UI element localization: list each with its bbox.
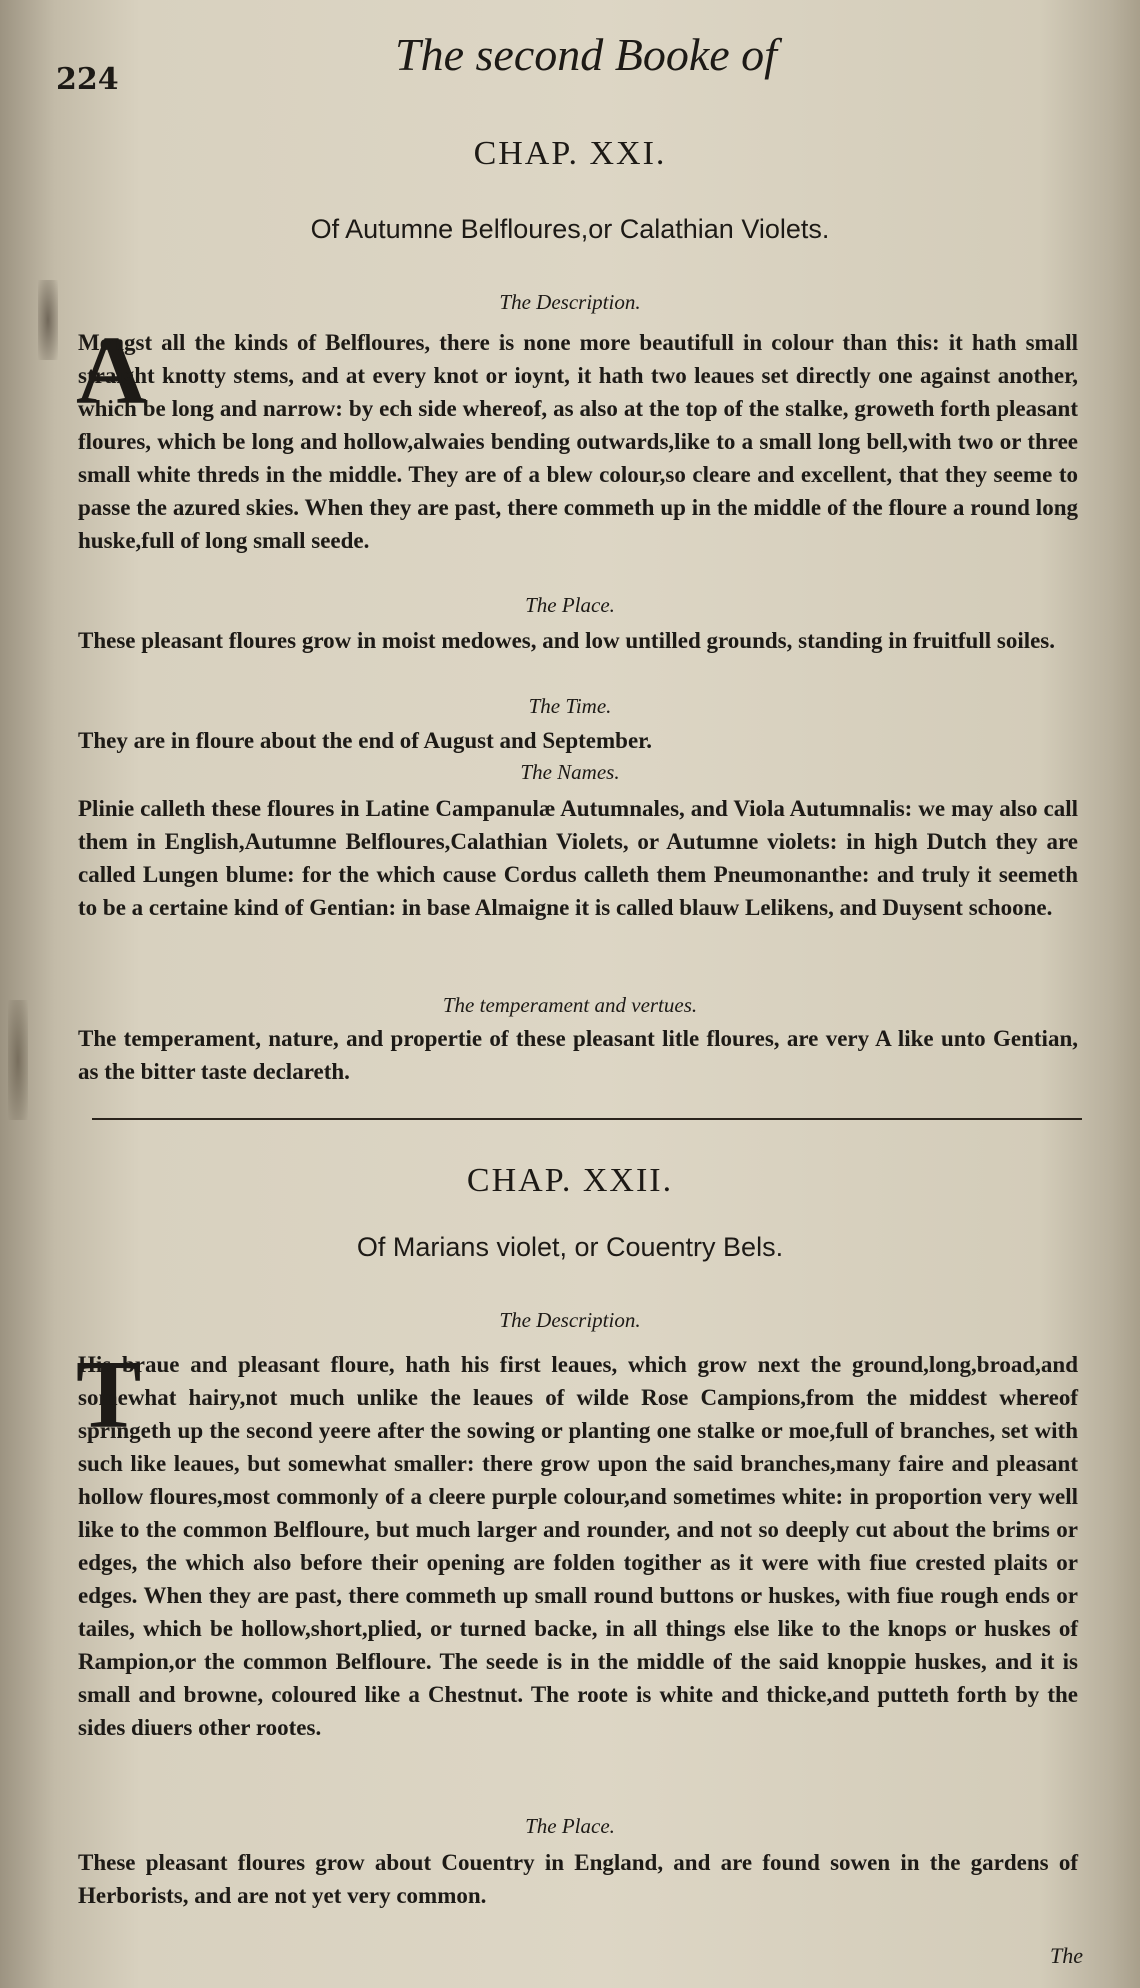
names-paragraph xyxy=(78,792,1078,924)
drop-cap: A xyxy=(76,317,147,425)
drop-cap: T xyxy=(76,1341,142,1449)
section-label-temperament: The temperament and vertues. xyxy=(442,993,698,1017)
description-paragraph xyxy=(78,326,1078,557)
place-paragraph xyxy=(78,624,1078,657)
place-text: These pleasant floures grow in moist medowes, and low untilled grounds, standing in fruitfull soiles. xyxy=(78,628,1056,653)
description-text: Mongst all the kinds of Belfloures, there is none more beautifull in colour than this: it hath small straight knotty stems, and at every knot or ioynt, it hath two leaues set directly one against another, which be long and narrow: by ech side whereof, as also at the top of the stalke, groweth forth pleasant floures, which be long and hollow,alwaies bending outwards,like to a small long bell,with two or three small white threds in the middle. They are of a blew colour,so cleare and excellent, that they seeme to passe the azured skies. When they are past, there commeth up in the middle of the floure a round long huske,full of long small seede. xyxy=(78,330,1078,553)
section-label-names: The Names. xyxy=(520,760,620,784)
place-paragraph xyxy=(78,1846,1078,1912)
place-text: These pleasant floures grow about Couentry in England, and are found sowen in the gardens of Herborists, and are not yet very common. xyxy=(78,1850,1078,1908)
description-paragraph xyxy=(76,1341,1078,1744)
section-label-time: The Time. xyxy=(528,694,612,718)
chapter-subtitle: Of Marians violet, or Couentry Bels. xyxy=(356,1232,784,1262)
temperament-paragraph xyxy=(78,1022,1078,1088)
chapter-divider xyxy=(92,1118,1082,1120)
names-text: Plinie calleth these floures in Latine Campanulæ Autumnales, and Viola Autumnalis: we may also call them in English,Autumne Belfloures,Calathian Violets, or Autumne violets: in high Dutch they are called Lungen blume: for the which cause Cordus calleth them Pneumonanthe: and truly it seemeth to be a certaine kind of Gentian: in base Almaigne it is called blauw Lelikens, and Duysent schoone. xyxy=(78,796,1078,920)
section-label-place: The Place. xyxy=(525,1814,615,1838)
temperament-text: The temperament, nature, and propertie of these pleasant litle floures, are very A like unto Gentian, as the bitter taste declareth. xyxy=(78,1026,1078,1084)
section-label-description: The Description. xyxy=(499,1308,641,1332)
chapter-title: CHAP. XXI. xyxy=(473,135,667,172)
page-stain xyxy=(8,1000,28,1120)
chapter-subtitle: Of Autumne Belfloures,or Calathian Violets. xyxy=(310,214,830,244)
section-label-place: The Place. xyxy=(525,593,615,617)
description-text: His braue and pleasant floure, hath his first leaues, which grow next the ground,long,broad,and somewhat hairy,not much unlike the leaues of wilde Rose Campions,from the middest whereof springeth up the second yeere after the sowing or planting one stalke or moe,full of branches, set with such like leaues, but somewhat smaller: there grow upon the said branches,many faire and pleasant hollow floures,most commonly of a cleere purple colour,and sometimes white: in proportion very well like to the common Belfloure, but much larger and rounder, and not so deeply cut about the brims or edges, the which also before their opening are folden togither as it were with fiue crested plaits or edges. When they are past, there commeth up small round buttons or huskes, with fiue rough ends or tailes, which be hollow,short,plied, or turned backe, in all things else like to the knops or huskes of Rampion,or the common Belfloure. The seede is in the middle of the said knoppie huskes, and it is small and browne, coloured like a Chestnut. The roote is white and thicke,and putteth forth by the sides diuers other rootes. xyxy=(78,1352,1078,1740)
chapter-title: CHAP. XXII. xyxy=(466,1162,674,1199)
section-label-description: The Description. xyxy=(499,290,641,314)
running-head: The second Booke of xyxy=(395,29,777,80)
time-paragraph xyxy=(78,724,1078,757)
page-number: 224 xyxy=(56,62,119,97)
time-text: They are in floure about the end of August and September. xyxy=(78,728,653,753)
catchword: The xyxy=(1050,1943,1083,1968)
